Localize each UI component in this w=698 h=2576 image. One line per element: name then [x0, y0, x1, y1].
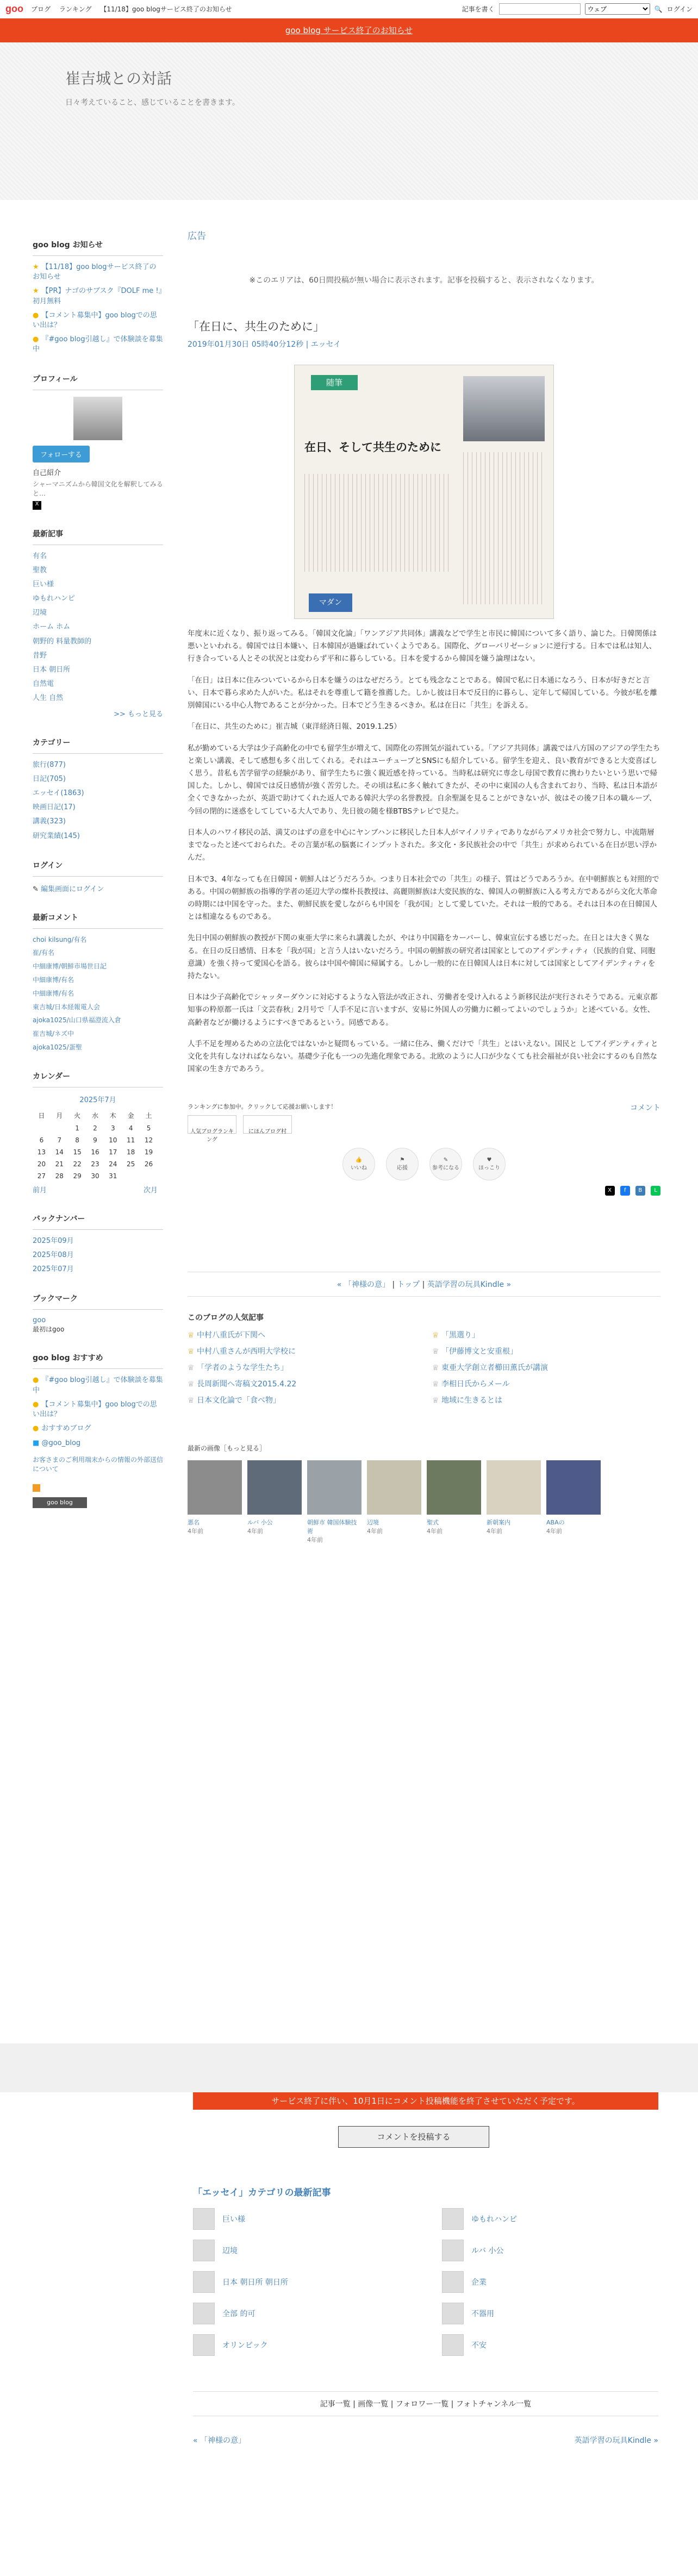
calendar-day: 3 — [110, 1124, 115, 1132]
next-post-link[interactable]: 英語学習の玩具Kindle » — [427, 1280, 512, 1289]
recent-post-link[interactable]: 聖教 — [33, 566, 47, 574]
bulb-icon: ● — [33, 1376, 39, 1385]
category-recent-thumb[interactable] — [193, 2334, 215, 2356]
ranking-area — [188, 1102, 660, 1143]
crown-icon: ♕ — [432, 1347, 442, 1356]
category-recent-link[interactable]: 巨い様 — [222, 2215, 245, 2224]
calendar-day: 30 — [91, 1172, 99, 1180]
login-link[interactable]: ログイン — [666, 5, 693, 13]
calendar-day: 29 — [73, 1172, 82, 1180]
news-item[interactable]: 【コメント募集中】goo blogでの思い出は？ — [33, 311, 157, 329]
gallery-age: 4年前 — [487, 1527, 502, 1535]
calendar-day — [140, 1170, 158, 1182]
category-recent-item[interactable] — [442, 2207, 658, 2231]
recent-post-link[interactable]: 自然電 — [33, 680, 54, 689]
reaction-helpful[interactable]: ✎ 参考になる — [429, 1148, 462, 1180]
calendar-day: 13 — [37, 1148, 46, 1156]
news-item[interactable]: 【11/18】goo blogサービス終了のお知らせ — [33, 263, 157, 282]
recent-comment-link[interactable]: 中細康博/有名 — [33, 989, 74, 997]
x-share-icon[interactable]: X — [605, 1186, 615, 1196]
gallery-image[interactable] — [546, 1460, 601, 1515]
news-item[interactable]: 『#goo blog引越し』で体験談を募集中 — [33, 335, 163, 354]
reaction-heartwarming[interactable]: ♥ ほっこり — [473, 1148, 506, 1180]
calendar-weekday: 日 — [38, 1111, 45, 1120]
gallery-title[interactable]: ルバ 小公 — [247, 1518, 273, 1526]
calendar-day: 2 — [93, 1124, 97, 1132]
calendar-day: 11 — [127, 1136, 135, 1144]
gallery-age: 4年前 — [307, 1536, 323, 1543]
calendar-day: 15 — [73, 1148, 82, 1156]
calendar-day: 25 — [127, 1160, 135, 1168]
popular-post-link[interactable]: 中村八重さんが西明大学校に — [197, 1347, 296, 1356]
gallery-title[interactable]: 新朝案内 — [487, 1518, 510, 1526]
recent-comment-link[interactable]: 中細康博/朝鮮市場世日記 — [33, 962, 107, 971]
gallery-age: 4年前 — [188, 1527, 203, 1535]
gray-band — [0, 2043, 698, 2092]
goo-logo[interactable]: goo — [5, 3, 23, 14]
calendar-heading: カレンダー — [33, 1071, 163, 1087]
gallery-thumb[interactable] — [427, 1460, 481, 1544]
recent-comment-link[interactable]: 中細康博/有名 — [33, 976, 74, 984]
category-recent-item[interactable] — [442, 2302, 658, 2325]
gallery-image[interactable] — [188, 1460, 242, 1515]
crown-icon: ♕ — [432, 1379, 442, 1389]
edit-login-link[interactable]: 編集画面にログイン — [41, 885, 104, 893]
ad-label: 広告 — [188, 231, 206, 242]
crown-icon: ♕ — [188, 1379, 197, 1389]
comment-end-banner: サービス終了に伴い、10月1日にコメント投稿機能を終了させていただく予定です。 — [193, 2092, 658, 2110]
reaction-buttons — [188, 1148, 660, 1180]
category-recent-item[interactable] — [442, 2333, 658, 2357]
top-link[interactable]: トップ — [397, 1280, 420, 1289]
recommend-heading: goo blog おすすめ — [33, 1352, 163, 1369]
twitter-link[interactable]: @goo_blog — [41, 1439, 81, 1448]
post-comment-button[interactable]: コメントを投稿する — [338, 2126, 489, 2148]
footer-navigation — [193, 2435, 658, 2446]
crown-icon: ♕ — [432, 1396, 442, 1405]
popular-post-link[interactable]: 李相日氏からメール — [441, 1379, 510, 1389]
post-paragraph: 先日中国の朝鮮族の教授が下関の東亜大学に来られ講義したが、やはり中国籍をカーバーし、韓東宣伝する感じだった。在日とは大きく異なる。在日の反日感情、日本を「我が国」と言う人はいないだろう。中国の朝鮮族の研究者は国家としてのアイデンティティ（民族的自覚、同胞意識）を強く持って愛国心を語る。彼らは中国や韓国に帰属する。しかし一般的に在日韓国人は日本に対しては国家としてアイデンティティを持たない。 — [188, 934, 656, 981]
reaction-like[interactable]: 👍 いいね — [342, 1148, 375, 1180]
gallery-title[interactable]: 辺境 — [367, 1518, 379, 1526]
category-recent-item[interactable] — [193, 2302, 409, 2325]
book-icon: ✎ — [443, 1156, 448, 1163]
blog-title[interactable]: 崔吉城との対話 — [65, 70, 172, 87]
recent-post-link[interactable]: ゆもれハンピ — [33, 595, 76, 603]
recent-comment-link[interactable]: choi kilsung/有名 — [33, 935, 87, 943]
category-recent-thumb[interactable] — [442, 2208, 464, 2230]
gallery-age: 4年前 — [427, 1527, 443, 1535]
category-recent-thumb[interactable] — [193, 2303, 215, 2324]
calendar-day: 24 — [109, 1160, 117, 1168]
pencil-icon: ✎ — [33, 885, 39, 893]
recent-comment-link[interactable]: ajoka1025/山口県福澄流入倉 — [33, 1016, 121, 1024]
topbar-link-ranking[interactable]: ランキング — [59, 5, 92, 13]
calendar-day: 6 — [39, 1136, 44, 1144]
calendar-day — [51, 1122, 68, 1134]
post-body — [188, 628, 660, 1076]
prev-post-link[interactable]: « 「神様の意」 — [336, 1280, 390, 1289]
post-paragraph: 日本は少子高齢化でシャッターダウンに対応するような入管法が改正され、労働者を受け入れるよう新移民法が実行されそうである。元東京都知事の粋原都一氏は「文芸春秋」2月号で「人手不足に言いますが、安易に外国人の労働力に頼ってよいのでしょうか」と述べている。女性、高齢者などが働けるようにすべきであるという。同感である。 — [188, 993, 658, 1027]
calendar-day: 14 — [55, 1148, 64, 1156]
news-item[interactable]: 【PR】ナゴのサブスク『DOLF me !』初月無料 — [33, 287, 163, 305]
gallery-thumb[interactable] — [307, 1460, 362, 1544]
gallery-image[interactable] — [487, 1460, 541, 1515]
category-recent-thumb[interactable] — [442, 2240, 464, 2261]
star-icon: ★ — [33, 263, 39, 271]
category-recent-item[interactable] — [193, 2333, 409, 2357]
ranking-badge[interactable]: 人気ブログランキング — [188, 1115, 236, 1134]
popular-post-link[interactable]: 長周新聞へ寄稿文2015.4.22 — [197, 1379, 297, 1389]
gallery-title[interactable]: ABAの — [546, 1518, 565, 1526]
calendar-weekday: 土 — [145, 1111, 152, 1120]
category-recent-link[interactable]: ルバ 小公 — [471, 2247, 504, 2255]
crown-icon: ♕ — [188, 1396, 197, 1405]
recent-post-link[interactable]: 有名 — [33, 552, 47, 560]
category-link[interactable]: 講義(323) — [33, 817, 66, 826]
bulb-icon: ● — [33, 1400, 39, 1409]
recommend-item[interactable]: 【コメント募集中】goo blogでの思い出は？ — [33, 1400, 157, 1418]
popular-post-link[interactable]: 「伊藤博文と安重根」 — [441, 1347, 518, 1356]
recent-comment-link[interactable]: 東吉城/日本経報電人会 — [33, 1003, 101, 1011]
recent-post-link[interactable]: 日本 朝日所 — [33, 666, 71, 674]
gallery-title[interactable]: 悪名 — [188, 1518, 200, 1526]
login-heading: ログイン — [33, 860, 163, 877]
search-icon[interactable]: 🔍 — [654, 5, 663, 13]
post-paragraph: 「在日に、共生のために」崔吉城（東洋経済日報、2019.1.25） — [188, 722, 401, 731]
comment-link[interactable]: コメント — [630, 1103, 660, 1112]
category-link[interactable]: 研究業績(145) — [33, 831, 80, 840]
crown-icon: ♕ — [188, 1347, 197, 1356]
backnumber-link[interactable]: 2025年07月 — [33, 1265, 74, 1274]
calendar-next-link[interactable]: 次月 — [143, 1186, 158, 1195]
line-share-icon[interactable]: L — [651, 1186, 660, 1196]
category-link[interactable]: 映画日記(17) — [33, 803, 76, 812]
calendar-day: 22 — [73, 1160, 82, 1168]
category-recent-thumb[interactable] — [193, 2208, 215, 2230]
ranking-badge[interactable]: にほんブログ村 — [243, 1115, 292, 1134]
topbar-link-notice[interactable]: 【11/18】goo blogサービス終了のお知らせ — [100, 5, 232, 13]
calendar-day: 8 — [75, 1136, 79, 1144]
category-recent-item[interactable] — [442, 2270, 658, 2294]
ranking-text: ランキングに参加中。クリックして応援お願いします！ — [188, 1103, 337, 1110]
gallery-thumb[interactable] — [367, 1460, 421, 1544]
calendar-day: 17 — [109, 1148, 117, 1156]
calendar-day: 18 — [127, 1148, 135, 1156]
post-paragraph: 人手不足を埋めるための立法化ではないかと疑問もっている。一緒に住み、働くだけで「共生」とはいえない。国民と してアイデンティティと文化を共有しなければならない。基礎少子化も一つの先進化理象である。北欧のように人口が少なくても社会福祉が良い社会にするのも自然な国家の生き方であろう。 — [188, 1039, 658, 1074]
newspaper-text-block — [463, 452, 545, 604]
calendar-day: 28 — [55, 1172, 64, 1180]
post-paragraph: 私が勤めている大学は少子高齢化の中でも留学生が増えて、国際化の雰囲気が溢れている。「アジア共同体」講義では八方国のアジアの学生たちと楽しい講義、そして感想も多く出してくれる。それはユーチューブとSNSにも紹介している。留学生を迎え、良い教育ができると大変喜ばしく思う。昔私も苦学留学の経験があり、留学生たちに強く親近感を持っている。当時私は研究に専念し母国で教育に携わりたいという思いで帰国した。しかし、韓国では反日感情が強く苦労した。その頃は私に多く触れてきたが、その中に東国の人も含まれており、当時、私は日本語が全くできなかったが、英語で助けてくれた返人である韓沢大学の名誉教授。自余聖誕を見ることができないが、彼はその後フ日本の職ループ、今回の閉的に迷惑をしてしている大人であり、先日彼の随を様BTBSテレビで見た。 — [188, 743, 660, 816]
thumb-icon: 👍 — [355, 1156, 363, 1163]
calendar-day: 16 — [91, 1148, 99, 1156]
newspaper-column-tag: 随筆 — [311, 375, 358, 390]
calendar-day: 1 — [75, 1124, 79, 1132]
gallery-age: 4年前 — [247, 1527, 263, 1535]
category-recent-thumb[interactable] — [442, 2334, 464, 2356]
topbar-link-blog[interactable]: ブログ — [31, 5, 51, 13]
recent-post-link[interactable]: 辺境 — [33, 609, 47, 617]
category-recent-link[interactable]: 企業 — [471, 2278, 487, 2287]
popular-post-link[interactable]: 地域に生きるとは — [441, 1396, 503, 1405]
category-link[interactable]: 旅行(877) — [33, 760, 66, 769]
post-date[interactable]: 2019年01月30日 05時40分12秒 | エッセイ — [188, 340, 341, 349]
category-recent-link[interactable]: ゆもれハンピ — [471, 2215, 517, 2224]
facebook-share-icon[interactable]: f — [620, 1186, 630, 1196]
calendar-day: 20 — [37, 1160, 46, 1168]
bulb-icon: ● — [33, 1424, 39, 1433]
recent-post-link[interactable]: 朝野的 料量教師的 — [33, 637, 92, 646]
gallery-age: 4年前 — [367, 1527, 383, 1535]
popular-heading: このブログの人気記事 — [188, 1313, 264, 1322]
crown-icon: ♕ — [188, 1330, 197, 1340]
star-icon: ★ — [33, 287, 39, 296]
crown-icon: ♕ — [432, 1363, 442, 1372]
gallery-thumb[interactable] — [188, 1460, 242, 1544]
footer-next-link[interactable]: 英語学習の玩具Kindle » — [574, 2436, 658, 2445]
category-recent-section — [193, 2185, 658, 2357]
calendar-day: 5 — [146, 1124, 151, 1132]
avatar[interactable] — [73, 397, 122, 440]
backnumber-link[interactable]: 2025年09月 — [33, 1236, 74, 1245]
search-scope-select[interactable] — [585, 3, 650, 15]
gallery-title[interactable]: 聖式 — [427, 1518, 439, 1526]
recommend-item[interactable]: 『#goo blog引越し』で体験談を募集中 — [33, 1376, 163, 1395]
rss-icon[interactable] — [33, 1484, 163, 1494]
gallery-thumb[interactable] — [487, 1460, 541, 1544]
category-recent-link[interactable]: 全部 的可 — [222, 2310, 255, 2318]
hatena-share-icon[interactable]: B — [635, 1186, 645, 1196]
gallery-image[interactable] — [247, 1460, 302, 1515]
calendar-day: 23 — [91, 1160, 99, 1168]
recent-comment-link[interactable]: ajoka1025/蛋聖 — [33, 1043, 82, 1052]
category-recent-link[interactable]: 不安 — [471, 2341, 487, 2350]
popular-post-link[interactable]: 「黒選り」 — [441, 1330, 480, 1340]
recent-comment-link[interactable]: 崔吉城/ネズ中 — [33, 1030, 74, 1038]
post-paragraph: 年度末に近くなり、振り返ってみる。「韓国文化論」「ワンアジア共同体」講義などで学生と市民に韓国について多く語り、論じた。日韓関係は悪いといわれる。韓国では日本嫌い、日本韓国が過嫌ばれていくようである。国際化、グローバリゼーションに逆行する。日本では私は知人、行き合っている人とその状況とは変わらず平和に暮らしている。日本を愛するから韓国を嫌う論理はない。 — [188, 629, 657, 664]
bookmark-heading: ブックマーク — [33, 1293, 163, 1310]
heart-icon: ♥ — [487, 1156, 492, 1163]
crown-icon: ♕ — [432, 1330, 442, 1340]
category-recent-link[interactable]: 不器用 — [471, 2310, 494, 2318]
blog-header — [0, 42, 698, 200]
profile-text: シャーマニズムから韓国文化を解釈してみると… — [33, 480, 163, 497]
blog-description: 日々考えていること、感じていることを書きます。 — [65, 98, 240, 107]
recent-post-link[interactable]: 昔野 — [33, 651, 47, 660]
bookmark-link[interactable]: goo — [33, 1316, 46, 1325]
backnumber-heading: バックナンバー — [33, 1213, 163, 1230]
category-recent-item[interactable] — [442, 2239, 658, 2262]
calendar-day: 12 — [144, 1136, 153, 1144]
calendar-weekday: 火 — [74, 1111, 81, 1120]
inquiry-link[interactable]: お客さまのご利用端末からの情報の外部送信について — [33, 1456, 164, 1473]
global-topbar — [0, 0, 698, 18]
search-input[interactable] — [499, 3, 581, 15]
gallery-thumb[interactable] — [546, 1460, 601, 1544]
category-recent-item[interactable] — [193, 2239, 409, 2262]
calendar-day: 19 — [144, 1148, 153, 1156]
calendar-weekday: 水 — [91, 1111, 98, 1120]
post-navigation: « 「神様の意」 | トップ | 英語学習の玩具Kindle » — [188, 1272, 660, 1297]
twitter-icon: ■ — [33, 1439, 40, 1448]
calendar-day: 4 — [128, 1124, 133, 1132]
recommend-item[interactable]: おすすめブログ — [41, 1424, 91, 1433]
recent-post-link[interactable]: 人生 自然 — [33, 694, 64, 703]
category-heading: カテゴリー — [33, 737, 163, 754]
calendar-day: 27 — [37, 1172, 46, 1180]
profile-name: 自己紹介 — [33, 468, 61, 477]
sidebar — [33, 239, 163, 1527]
category-recent-link[interactable]: オリンピック — [222, 2341, 268, 2350]
newspaper-image[interactable] — [294, 365, 554, 619]
comments-heading: 最新コメント — [33, 912, 163, 929]
category-recent-thumb[interactable] — [442, 2303, 464, 2324]
backnumber-link[interactable]: 2025年08月 — [33, 1251, 74, 1260]
recent-heading: 最新記事 — [33, 528, 163, 545]
category-recent-thumb[interactable] — [193, 2240, 215, 2261]
calendar-weekday: 金 — [127, 1111, 134, 1120]
category-recent-heading: 「エッセイ」カテゴリの最新記事 — [193, 2187, 331, 2198]
recent-more-link[interactable]: >> もっと見る — [114, 710, 163, 718]
category-link[interactable]: 日記(705) — [33, 774, 66, 783]
footer-links[interactable]: 記事一覧 | 画像一覧 | フォロワー一覧 | フォトチャンネル一覧 — [193, 2391, 658, 2416]
recent-post-link[interactable]: ホーム ホム — [33, 623, 71, 632]
recent-comment-link[interactable]: 崔/有名 — [33, 949, 55, 957]
gallery-age: 4年前 — [546, 1527, 562, 1535]
calendar-prev-link[interactable]: 前月 — [33, 1186, 47, 1195]
reaction-cheer[interactable]: ⚑ 応援 — [386, 1148, 419, 1180]
crown-icon: ♕ — [188, 1363, 197, 1372]
category-recent-link[interactable]: 日本 朝日所 朝日所 — [222, 2278, 288, 2287]
gallery-heading[interactable]: 最新の画像［もっと見る］ — [188, 1444, 266, 1452]
post-paragraph: 「在日」は日本に住みついているから日本を嫌うのはなぜだろう。とても残念なことである。韓国で私に日本通になろう、日本が好きだと言い、日本で暮ら求めた人がいた。私はそれを尊重して籍を推薦した。しかし彼は日本で反日的に暮らし、定年して帰国している。今彼が私を離別韓国にいる中心人物であることが分かった。日本でどう生きるべきか。私は在日に「共生」を訴える。 — [188, 676, 657, 710]
gallery-image[interactable] — [367, 1460, 421, 1515]
calendar-day: 7 — [57, 1136, 62, 1144]
gallery-thumb[interactable] — [247, 1460, 302, 1544]
popular-post-link[interactable]: 中村八重氏が下関へ — [197, 1330, 266, 1340]
popular-post-link[interactable]: 東亜大学創立者櫛田薫氏が講演 — [441, 1363, 549, 1372]
calendar-day: 26 — [144, 1160, 153, 1168]
category-recent-link[interactable]: 辺境 — [222, 2247, 238, 2255]
popular-post-link[interactable]: 「学者のような学生たち」 — [197, 1363, 289, 1372]
calendar-month: 2025年7月 — [79, 1096, 116, 1104]
flag-icon: ⚑ — [400, 1156, 405, 1163]
follow-button[interactable]: フォローする — [33, 446, 90, 462]
post-title[interactable]: 「在日に、共生のために」 — [188, 320, 325, 333]
gallery-image[interactable] — [307, 1460, 362, 1515]
newspaper-text-block — [304, 474, 451, 572]
recent-post-link[interactable]: 巨い様 — [33, 580, 54, 589]
ad-note: ※このエリアは、60日間投稿が無い場合に表示されます。記事を投稿すると、表示されなくなります。 — [249, 276, 599, 285]
profile-heading: プロフィール — [33, 373, 163, 390]
gallery-title[interactable]: 朝鮮市 韓国体験技術 — [307, 1518, 357, 1535]
calendar-day: 21 — [55, 1160, 64, 1168]
service-end-notice[interactable]: goo blog サービス終了のお知らせ — [0, 18, 698, 42]
category-recent-item[interactable] — [193, 2207, 409, 2231]
write-post-link[interactable]: 記事を書く — [462, 5, 495, 13]
calendar-day: 10 — [109, 1136, 117, 1144]
bulb-icon: ● — [33, 335, 39, 344]
news-heading: goo blog お知らせ — [33, 239, 163, 256]
category-recent-thumb[interactable] — [193, 2271, 215, 2293]
post-paragraph: 日本で3、4年なっても在日韓国・朝鮮人はどうだろうか。つまり日本社会での「共生」の様子、質はどうであろうか。在中朝鮮族とも対照的である。中国の朝鮮族の指導的学者の延辺大学の燦朴長教授は、高麗則鮮族は大変民族的な、韓国人の朝鮮族に入る考え方であるがら文化大革命の時期には中国を守った。また、朝鮮民族を愛しながらも中国を「我が国」として愛していた。それは一般的である。それは日本の在日韓国人とは相違なるものである。 — [188, 874, 659, 922]
popular-post-link[interactable]: 日本文化論で「食べ物」 — [197, 1396, 281, 1405]
x-icon[interactable]: X — [33, 501, 41, 510]
calendar-day: 9 — [93, 1136, 97, 1144]
category-recent-item[interactable] — [193, 2270, 409, 2294]
share-buttons — [188, 1186, 660, 1196]
newspaper-photo — [463, 376, 545, 441]
calendar-weekday: 月 — [56, 1111, 63, 1120]
category-recent-thumb[interactable] — [442, 2271, 464, 2293]
footer-prev-link[interactable]: « 「神様の意」 — [193, 2436, 246, 2445]
calendar-day — [33, 1122, 51, 1134]
calendar-weekday: 木 — [109, 1111, 116, 1120]
newspaper-ad: マダン — [309, 593, 352, 612]
calendar-day — [122, 1170, 140, 1182]
gallery-image[interactable] — [427, 1460, 481, 1515]
calendar — [33, 1109, 158, 1182]
post-paragraph: 日本人のハワイ移民の話、満艾のはずの意を中心にヤンブハンに移民した日本人がマイノリティでありながらアメリカ社会で努力し、中流階層までなったと述べておられた。その言葉が私の脳裏にインプットされた。多文化・多民族社会の中で「共生」が求められている在日が思い浮かんだ。 — [188, 828, 657, 862]
bulb-icon: ● — [33, 311, 39, 320]
bookmark-desc: 最初はgoo — [33, 1325, 65, 1334]
goo-blog-badge[interactable]: goo blog — [33, 1497, 87, 1508]
category-link[interactable]: エッセイ(1863) — [33, 789, 84, 797]
newspaper-headline: 在日、そして共生のために — [304, 440, 441, 454]
main-content — [188, 228, 660, 1544]
calendar-day: 31 — [109, 1172, 117, 1180]
